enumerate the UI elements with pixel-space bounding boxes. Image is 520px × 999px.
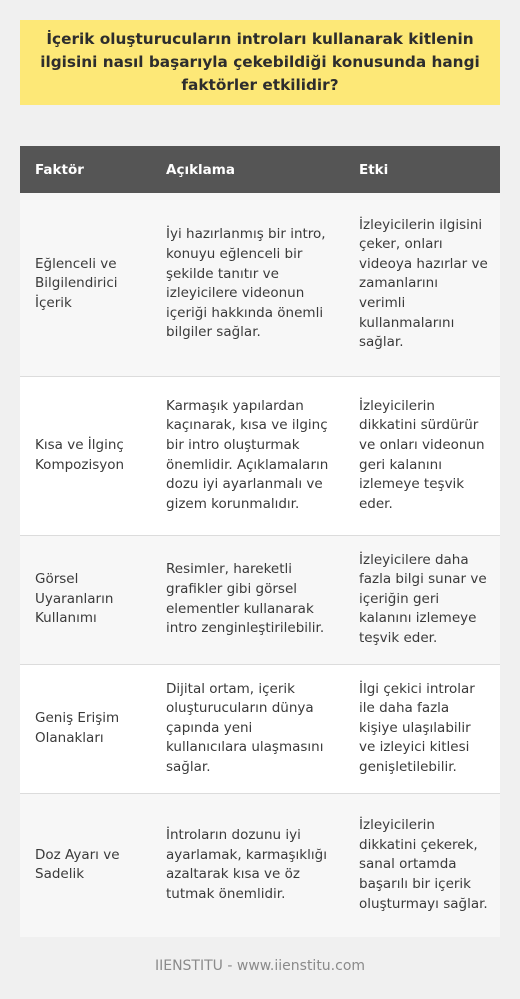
table-body — [20, 193, 500, 937]
table-row — [20, 793, 500, 937]
table-row — [20, 376, 500, 535]
factor-cell: Doz Ayarı ve Sadelik — [20, 793, 151, 937]
effect-cell: İzleyicilerin dikkatini sürdürür ve onları videonun geri kalanını izlemeye teşvik eder. — [344, 376, 500, 535]
table-row — [20, 664, 500, 793]
header-factor: Faktör — [20, 146, 151, 193]
description-cell: İntroların dozunu iyi ayarlamak, karmaşıklığı azaltarak kısa ve öz tutmak önemlidir. — [151, 793, 344, 937]
factors-table — [20, 146, 500, 937]
description-cell: Resimler, hareketli grafikler gibi görsel elementler kullanarak intro zenginleştirilebilir. — [151, 535, 344, 664]
table-row — [20, 535, 500, 664]
factor-cell: Eğlenceli ve Bilgilendirici İçerik — [20, 193, 151, 376]
table-header-row — [20, 146, 500, 193]
description-cell: İyi hazırlanmış bir intro, konuyu eğlenceli bir şekilde tanıtır ve izleyicilere videonun içeriği hakkında önemli bilgiler sağlar. — [151, 193, 344, 376]
factor-cell: Geniş Erişim Olanakları — [20, 664, 151, 793]
description-cell: Karmaşık yapılardan kaçınarak, kısa ve ilginç bir intro oluşturmak önemlidir. Açıklamaların dozu iyi ayarlanmalı ve gizem korunmalıdır. — [151, 376, 344, 535]
effect-cell: İlgi çekici introlar ile daha fazla kişiye ulaşılabilir ve izleyici kitlesi genişletilebilir. — [344, 664, 500, 793]
effect-cell: İzleyicilerin ilgisini çeker, onları videoya hazırlar ve zamanlarını verimli kullanmalarını sağlar. — [344, 193, 500, 376]
description-cell: Dijital ortam, içerik oluşturucuların dünya çapında yeni kullanıcılara ulaşmasını sağlar. — [151, 664, 344, 793]
header-effect: Etki — [344, 146, 500, 193]
factor-cell: Kısa ve İlginç Kompozisyon — [20, 376, 151, 535]
title-banner — [20, 20, 500, 105]
effect-cell: İzleyicilere daha fazla bilgi sunar ve içeriğin geri kalanını izlemeye teşvik eder. — [344, 535, 500, 664]
effect-cell: İzleyicilerin dikkatini çekerek, sanal ortamda başarılı bir içerik oluşturmayı sağlar. — [344, 793, 500, 937]
table-header — [20, 146, 500, 193]
table-row — [20, 193, 500, 376]
factor-cell: Görsel Uyaranların Kullanımı — [20, 535, 151, 664]
footer-credit: IIENSTITU - www.iienstitu.com — [154, 958, 366, 974]
header-description: Açıklama — [151, 146, 344, 193]
page-title: İçerik oluşturucuların introları kullanarak kitlenin ilgisini nasıl başarıyla çekebildiği konusunda hangi faktörler etkilidir? — [40, 30, 480, 94]
